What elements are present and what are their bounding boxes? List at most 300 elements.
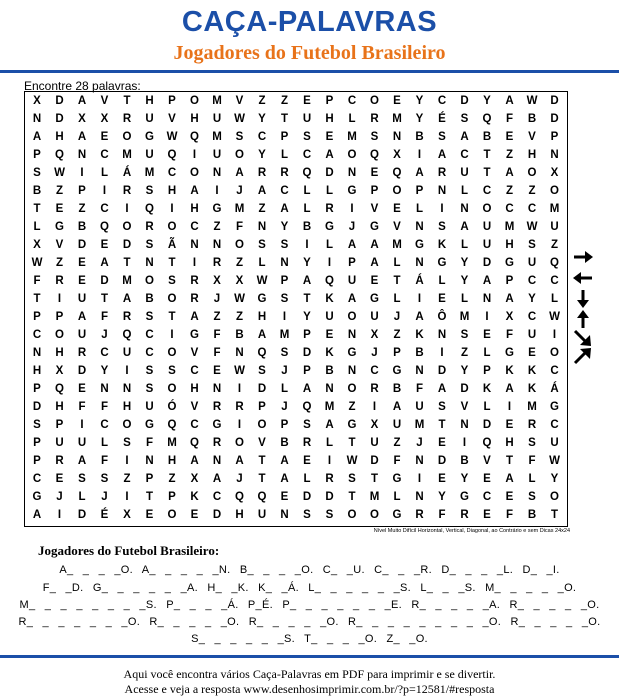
- grid-cell[interactable]: K: [415, 329, 424, 341]
- grid-cell[interactable]: O: [122, 221, 132, 233]
- grid-cell[interactable]: G: [325, 221, 334, 233]
- grid-cell[interactable]: C: [460, 149, 469, 161]
- grid-cell[interactable]: A: [280, 203, 289, 215]
- grid-cell[interactable]: R: [212, 257, 222, 269]
- grid-cell[interactable]: Z: [258, 203, 266, 215]
- grid-cell[interactable]: Q: [235, 491, 244, 503]
- grid-cell[interactable]: T: [483, 149, 491, 161]
- grid-cell[interactable]: G: [392, 509, 402, 521]
- grid-cell[interactable]: C: [280, 185, 289, 197]
- grid-cell[interactable]: R: [235, 401, 244, 413]
- grid-cell[interactable]: O: [190, 167, 199, 179]
- grid-cell[interactable]: G: [392, 473, 402, 485]
- grid-cell[interactable]: E: [213, 365, 221, 377]
- grid-cell[interactable]: R: [212, 437, 222, 449]
- grid-cell[interactable]: L: [325, 437, 334, 449]
- grid-cell[interactable]: E: [393, 95, 401, 107]
- grid-cell[interactable]: L: [348, 113, 356, 125]
- grid-cell[interactable]: A: [235, 455, 244, 467]
- grid-cell[interactable]: L: [325, 185, 334, 197]
- grid-cell[interactable]: S: [33, 167, 41, 179]
- grid-cell[interactable]: U: [415, 401, 424, 413]
- grid-cell[interactable]: Q: [167, 149, 177, 161]
- grid-cell[interactable]: F: [33, 275, 41, 287]
- grid-cell[interactable]: O: [347, 311, 357, 323]
- grid-cell[interactable]: D: [325, 491, 334, 503]
- grid-cell[interactable]: A: [77, 95, 87, 107]
- grid-cell[interactable]: S: [280, 347, 289, 359]
- grid-cell[interactable]: E: [325, 131, 334, 143]
- grid-cell[interactable]: R: [122, 113, 132, 125]
- grid-cell[interactable]: K: [527, 383, 537, 395]
- grid-cell[interactable]: Q: [167, 419, 177, 431]
- grid-cell[interactable]: A: [257, 329, 267, 341]
- grid-cell[interactable]: X: [550, 167, 559, 179]
- grid-cell[interactable]: J: [101, 329, 108, 341]
- grid-cell[interactable]: G: [370, 221, 379, 233]
- grid-cell[interactable]: O: [145, 275, 154, 287]
- grid-cell[interactable]: D: [122, 239, 132, 251]
- grid-cell[interactable]: D: [77, 365, 87, 377]
- grid-cell[interactable]: V: [528, 131, 536, 143]
- grid-cell[interactable]: W: [526, 95, 538, 107]
- grid-cell[interactable]: R: [122, 185, 132, 197]
- grid-cell[interactable]: B: [235, 329, 244, 341]
- grid-cell[interactable]: H: [167, 455, 177, 467]
- grid-cell[interactable]: U: [257, 509, 267, 521]
- grid-cell[interactable]: D: [325, 167, 334, 179]
- grid-cell[interactable]: P: [415, 185, 424, 197]
- grid-cell[interactable]: C: [100, 419, 109, 431]
- grid-cell[interactable]: C: [302, 149, 312, 161]
- grid-cell[interactable]: F: [100, 455, 109, 467]
- grid-cell[interactable]: W: [234, 293, 245, 305]
- grid-cell[interactable]: N: [145, 257, 154, 269]
- grid-cell[interactable]: C: [550, 275, 559, 287]
- grid-cell[interactable]: N: [280, 257, 289, 269]
- grid-cell[interactable]: L: [303, 203, 311, 215]
- grid-cell[interactable]: D: [77, 509, 87, 521]
- grid-cell[interactable]: U: [122, 347, 132, 359]
- grid-cell[interactable]: G: [55, 221, 64, 233]
- grid-cell[interactable]: S: [438, 401, 446, 413]
- grid-cell[interactable]: L: [100, 437, 109, 449]
- grid-cell[interactable]: I: [125, 203, 129, 215]
- grid-cell[interactable]: V: [483, 455, 491, 467]
- grid-cell[interactable]: W: [166, 131, 178, 143]
- grid-cell[interactable]: K: [505, 365, 514, 377]
- grid-cell[interactable]: Q: [482, 437, 492, 449]
- grid-cell[interactable]: E: [78, 275, 86, 287]
- grid-cell[interactable]: I: [80, 167, 84, 179]
- grid-cell[interactable]: A: [190, 185, 199, 197]
- grid-cell[interactable]: T: [258, 455, 266, 467]
- grid-cell[interactable]: A: [505, 293, 514, 305]
- grid-cell[interactable]: B: [527, 113, 537, 125]
- grid-cell[interactable]: S: [78, 473, 86, 485]
- grid-cell[interactable]: Z: [280, 95, 289, 107]
- grid-cell[interactable]: E: [483, 473, 491, 485]
- grid-cell[interactable]: U: [145, 401, 154, 413]
- grid-cell[interactable]: M: [279, 329, 290, 341]
- grid-cell[interactable]: S: [145, 311, 154, 323]
- grid-cell[interactable]: W: [549, 311, 560, 323]
- grid-cell[interactable]: E: [100, 131, 109, 143]
- grid-cell[interactable]: U: [347, 275, 357, 287]
- grid-cell[interactable]: M: [122, 275, 132, 287]
- grid-cell[interactable]: L: [100, 167, 109, 179]
- grid-cell[interactable]: N: [347, 329, 357, 341]
- grid-cell[interactable]: H: [55, 401, 64, 413]
- grid-cell[interactable]: P: [145, 473, 154, 485]
- grid-cell[interactable]: F: [505, 329, 514, 341]
- grid-cell[interactable]: A: [190, 311, 199, 323]
- grid-cell[interactable]: C: [100, 347, 109, 359]
- grid-cell[interactable]: I: [125, 491, 129, 503]
- grid-cell[interactable]: T: [168, 311, 176, 323]
- grid-cell[interactable]: L: [393, 257, 401, 269]
- grid-cell[interactable]: Z: [168, 473, 176, 485]
- grid-cell[interactable]: O: [550, 491, 559, 503]
- grid-cell[interactable]: C: [100, 149, 109, 161]
- grid-cell[interactable]: N: [482, 293, 492, 305]
- grid-cell[interactable]: C: [190, 221, 199, 233]
- grid-cell[interactable]: S: [460, 329, 469, 341]
- grid-cell[interactable]: I: [192, 149, 197, 161]
- grid-cell[interactable]: I: [485, 311, 489, 323]
- grid-cell[interactable]: P: [168, 491, 176, 503]
- grid-cell[interactable]: V: [168, 113, 176, 125]
- grid-cell[interactable]: D: [482, 257, 492, 269]
- grid-cell[interactable]: T: [280, 113, 289, 125]
- grid-cell[interactable]: C: [145, 347, 154, 359]
- grid-cell[interactable]: A: [505, 473, 514, 485]
- grid-cell[interactable]: Z: [235, 311, 244, 323]
- grid-cell[interactable]: T: [393, 275, 401, 287]
- grid-cell[interactable]: F: [505, 113, 514, 125]
- grid-cell[interactable]: L: [460, 239, 469, 251]
- grid-cell[interactable]: E: [78, 383, 86, 395]
- grid-cell[interactable]: Z: [258, 95, 266, 107]
- grid-cell[interactable]: A: [122, 293, 132, 305]
- grid-cell[interactable]: O: [167, 221, 177, 233]
- grid-cell[interactable]: B: [32, 185, 42, 197]
- grid-cell[interactable]: X: [370, 419, 379, 431]
- grid-cell[interactable]: E: [483, 329, 491, 341]
- grid-cell[interactable]: D: [77, 239, 87, 251]
- grid-cell[interactable]: Q: [190, 437, 199, 449]
- grid-cell[interactable]: P: [33, 437, 41, 449]
- grid-cell[interactable]: A: [437, 383, 447, 395]
- grid-cell[interactable]: D: [460, 383, 469, 395]
- grid-cell[interactable]: G: [392, 365, 402, 377]
- grid-cell[interactable]: U: [482, 221, 492, 233]
- grid-cell[interactable]: S: [348, 473, 356, 485]
- grid-cell[interactable]: Q: [325, 275, 334, 287]
- grid-cell[interactable]: Q: [190, 131, 199, 143]
- grid-cell[interactable]: O: [122, 131, 132, 143]
- grid-cell[interactable]: C: [527, 275, 537, 287]
- grid-cell[interactable]: R: [212, 401, 222, 413]
- grid-cell[interactable]: Z: [393, 329, 401, 341]
- grid-cell[interactable]: L: [78, 491, 86, 503]
- grid-cell[interactable]: P: [33, 455, 41, 467]
- grid-cell[interactable]: L: [258, 257, 266, 269]
- grid-cell[interactable]: I: [215, 185, 219, 197]
- grid-cell[interactable]: I: [192, 257, 197, 269]
- grid-cell[interactable]: Q: [302, 167, 312, 179]
- grid-cell[interactable]: I: [80, 419, 84, 431]
- grid-cell[interactable]: J: [56, 491, 63, 503]
- grid-cell[interactable]: W: [256, 275, 268, 287]
- grid-cell[interactable]: Z: [213, 221, 221, 233]
- grid-cell[interactable]: H: [32, 365, 42, 377]
- grid-cell[interactable]: U: [212, 113, 222, 125]
- grid-cell[interactable]: G: [190, 329, 199, 341]
- grid-cell[interactable]: A: [280, 455, 289, 467]
- grid-cell[interactable]: L: [528, 473, 536, 485]
- grid-cell[interactable]: G: [347, 185, 357, 197]
- grid-cell[interactable]: F: [415, 383, 424, 395]
- grid-cell[interactable]: U: [527, 329, 537, 341]
- grid-cell[interactable]: C: [505, 203, 514, 215]
- grid-cell[interactable]: K: [190, 491, 199, 503]
- grid-cell[interactable]: T: [123, 257, 131, 269]
- grid-cell[interactable]: A: [235, 167, 244, 179]
- grid-cell[interactable]: G: [415, 239, 424, 251]
- grid-cell[interactable]: A: [347, 239, 357, 251]
- grid-cell[interactable]: C: [190, 419, 199, 431]
- grid-cell[interactable]: L: [483, 401, 491, 413]
- grid-cell[interactable]: M: [527, 401, 537, 413]
- grid-cell[interactable]: N: [437, 329, 447, 341]
- grid-cell[interactable]: O: [235, 149, 244, 161]
- grid-cell[interactable]: H: [145, 95, 154, 107]
- grid-cell[interactable]: O: [55, 329, 64, 341]
- grid-cell[interactable]: W: [234, 365, 245, 377]
- grid-cell[interactable]: C: [550, 365, 559, 377]
- grid-cell[interactable]: O: [550, 185, 559, 197]
- grid-cell[interactable]: Z: [235, 257, 244, 269]
- grid-cell[interactable]: A: [302, 383, 312, 395]
- grid-cell[interactable]: V: [190, 347, 199, 359]
- grid-cell[interactable]: I: [327, 257, 332, 269]
- grid-cell[interactable]: N: [212, 239, 222, 251]
- grid-cell[interactable]: T: [348, 437, 356, 449]
- grid-cell[interactable]: J: [101, 491, 108, 503]
- grid-cell[interactable]: Ã: [167, 239, 177, 251]
- grid-cell[interactable]: R: [460, 509, 469, 521]
- grid-cell[interactable]: I: [327, 455, 332, 467]
- grid-cell[interactable]: M: [392, 239, 402, 251]
- grid-cell[interactable]: D: [100, 275, 109, 287]
- grid-cell[interactable]: E: [145, 509, 154, 521]
- grid-cell[interactable]: N: [460, 419, 469, 431]
- grid-cell[interactable]: X: [33, 95, 41, 107]
- grid-cell[interactable]: T: [550, 509, 559, 521]
- grid-cell[interactable]: X: [213, 275, 221, 287]
- grid-cell[interactable]: A: [212, 473, 222, 485]
- grid-cell[interactable]: S: [370, 131, 379, 143]
- grid-cell[interactable]: U: [55, 437, 64, 449]
- grid-cell[interactable]: P: [78, 185, 86, 197]
- grid-cell[interactable]: S: [528, 491, 536, 503]
- grid-cell[interactable]: H: [167, 185, 177, 197]
- grid-cell[interactable]: E: [505, 491, 514, 503]
- grid-cell[interactable]: Z: [528, 185, 536, 197]
- grid-cell[interactable]: G: [370, 293, 379, 305]
- grid-cell[interactable]: É: [100, 509, 109, 521]
- grid-cell[interactable]: F: [78, 401, 86, 413]
- grid-cell[interactable]: P: [280, 419, 289, 431]
- grid-cell[interactable]: P: [280, 131, 289, 143]
- grid-cell[interactable]: I: [170, 329, 174, 341]
- grid-cell[interactable]: X: [190, 473, 199, 485]
- grid-cell[interactable]: Q: [55, 383, 64, 395]
- grid-cell[interactable]: R: [325, 473, 334, 485]
- grid-cell[interactable]: P: [505, 275, 514, 287]
- grid-cell[interactable]: C: [527, 203, 537, 215]
- grid-cell[interactable]: Á: [550, 383, 559, 395]
- grid-cell[interactable]: Ô: [437, 311, 447, 323]
- grid-cell[interactable]: U: [392, 419, 402, 431]
- grid-cell[interactable]: O: [370, 509, 379, 521]
- grid-cell[interactable]: U: [370, 311, 379, 323]
- grid-cell[interactable]: S: [438, 221, 446, 233]
- grid-cell[interactable]: A: [32, 131, 42, 143]
- grid-cell[interactable]: V: [393, 221, 401, 233]
- grid-cell[interactable]: C: [482, 185, 492, 197]
- grid-cell[interactable]: B: [145, 293, 154, 305]
- grid-cell[interactable]: B: [415, 131, 424, 143]
- grid-cell[interactable]: T: [438, 419, 446, 431]
- grid-cell[interactable]: L: [33, 221, 41, 233]
- grid-cell[interactable]: V: [258, 437, 266, 449]
- grid-cell[interactable]: B: [527, 509, 537, 521]
- grid-cell[interactable]: N: [100, 383, 109, 395]
- grid-cell[interactable]: T: [168, 257, 176, 269]
- grid-cell[interactable]: F: [393, 455, 401, 467]
- grid-cell[interactable]: N: [347, 365, 357, 377]
- grid-cell[interactable]: N: [415, 455, 424, 467]
- grid-cell[interactable]: S: [280, 239, 289, 251]
- grid-cell[interactable]: U: [212, 149, 222, 161]
- grid-cell[interactable]: Q: [145, 203, 154, 215]
- grid-cell[interactable]: T: [505, 455, 514, 467]
- grid-cell[interactable]: R: [370, 113, 379, 125]
- grid-cell[interactable]: Y: [460, 275, 469, 287]
- grid-cell[interactable]: Z: [78, 203, 86, 215]
- grid-cell[interactable]: S: [145, 239, 154, 251]
- grid-cell[interactable]: L: [303, 185, 311, 197]
- grid-cell[interactable]: D: [370, 455, 379, 467]
- grid-cell[interactable]: U: [550, 221, 559, 233]
- grid-cell[interactable]: E: [325, 329, 334, 341]
- grid-cell[interactable]: M: [414, 419, 425, 431]
- grid-cell[interactable]: O: [190, 95, 199, 107]
- grid-cell[interactable]: R: [55, 275, 64, 287]
- grid-cell[interactable]: C: [370, 365, 379, 377]
- grid-cell[interactable]: N: [212, 167, 222, 179]
- grid-cell[interactable]: D: [460, 95, 469, 107]
- grid-cell[interactable]: N: [257, 221, 267, 233]
- grid-cell[interactable]: O: [235, 437, 244, 449]
- grid-cell[interactable]: L: [415, 203, 424, 215]
- grid-cell[interactable]: C: [32, 329, 42, 341]
- grid-cell[interactable]: A: [302, 275, 312, 287]
- grid-cell[interactable]: M: [234, 203, 245, 215]
- grid-cell[interactable]: T: [33, 293, 41, 305]
- grid-cell[interactable]: B: [482, 131, 492, 143]
- grid-cell[interactable]: W: [549, 455, 560, 467]
- grid-cell[interactable]: J: [236, 473, 243, 485]
- grid-cell[interactable]: Y: [460, 257, 469, 269]
- grid-cell[interactable]: A: [505, 383, 514, 395]
- grid-cell[interactable]: Y: [438, 491, 446, 503]
- grid-cell[interactable]: L: [550, 293, 559, 305]
- grid-cell[interactable]: I: [417, 149, 422, 161]
- grid-cell[interactable]: U: [482, 239, 492, 251]
- grid-cell[interactable]: E: [393, 203, 401, 215]
- grid-cell[interactable]: I: [237, 383, 242, 395]
- grid-cell[interactable]: G: [505, 257, 514, 269]
- grid-cell[interactable]: Y: [280, 221, 289, 233]
- grid-cell[interactable]: C: [212, 491, 222, 503]
- grid-cell[interactable]: V: [370, 203, 379, 215]
- grid-cell[interactable]: J: [281, 365, 288, 377]
- grid-cell[interactable]: E: [505, 419, 514, 431]
- grid-cell[interactable]: G: [212, 419, 222, 431]
- grid-cell[interactable]: P: [393, 347, 401, 359]
- grid-cell[interactable]: I: [237, 419, 242, 431]
- grid-cell[interactable]: G: [437, 257, 447, 269]
- grid-cell[interactable]: Z: [55, 257, 64, 269]
- grid-cell[interactable]: D: [55, 95, 64, 107]
- grid-cell[interactable]: O: [167, 293, 177, 305]
- grid-cell[interactable]: S: [258, 365, 266, 377]
- grid-cell[interactable]: M: [167, 437, 177, 449]
- grid-cell[interactable]: Q: [122, 329, 132, 341]
- grid-cell[interactable]: I: [440, 347, 444, 359]
- grid-cell[interactable]: L: [280, 383, 289, 395]
- grid-cell[interactable]: W: [526, 221, 538, 233]
- grid-cell[interactable]: U: [325, 311, 334, 323]
- grid-cell[interactable]: H: [122, 401, 132, 413]
- grid-cell[interactable]: N: [280, 509, 289, 521]
- grid-cell[interactable]: V: [235, 95, 244, 107]
- grid-cell[interactable]: S: [460, 113, 469, 125]
- grid-cell[interactable]: Q: [257, 491, 267, 503]
- grid-cell[interactable]: T: [370, 473, 379, 485]
- grid-cell[interactable]: E: [370, 167, 379, 179]
- grid-cell[interactable]: U: [77, 293, 87, 305]
- grid-cell[interactable]: A: [460, 221, 469, 233]
- grid-cell[interactable]: A: [77, 455, 87, 467]
- grid-cell[interactable]: A: [257, 185, 267, 197]
- grid-cell[interactable]: S: [168, 275, 176, 287]
- grid-cell[interactable]: Q: [370, 149, 379, 161]
- grid-cell[interactable]: C: [167, 167, 177, 179]
- grid-cell[interactable]: Y: [415, 113, 424, 125]
- grid-cell[interactable]: S: [235, 131, 244, 143]
- grid-cell[interactable]: O: [347, 383, 357, 395]
- grid-cell[interactable]: P: [550, 131, 559, 143]
- grid-cell[interactable]: E: [528, 347, 536, 359]
- grid-cell[interactable]: S: [145, 383, 154, 395]
- grid-cell[interactable]: S: [145, 365, 154, 377]
- grid-cell[interactable]: Z: [460, 347, 469, 359]
- grid-cell[interactable]: D: [212, 509, 222, 521]
